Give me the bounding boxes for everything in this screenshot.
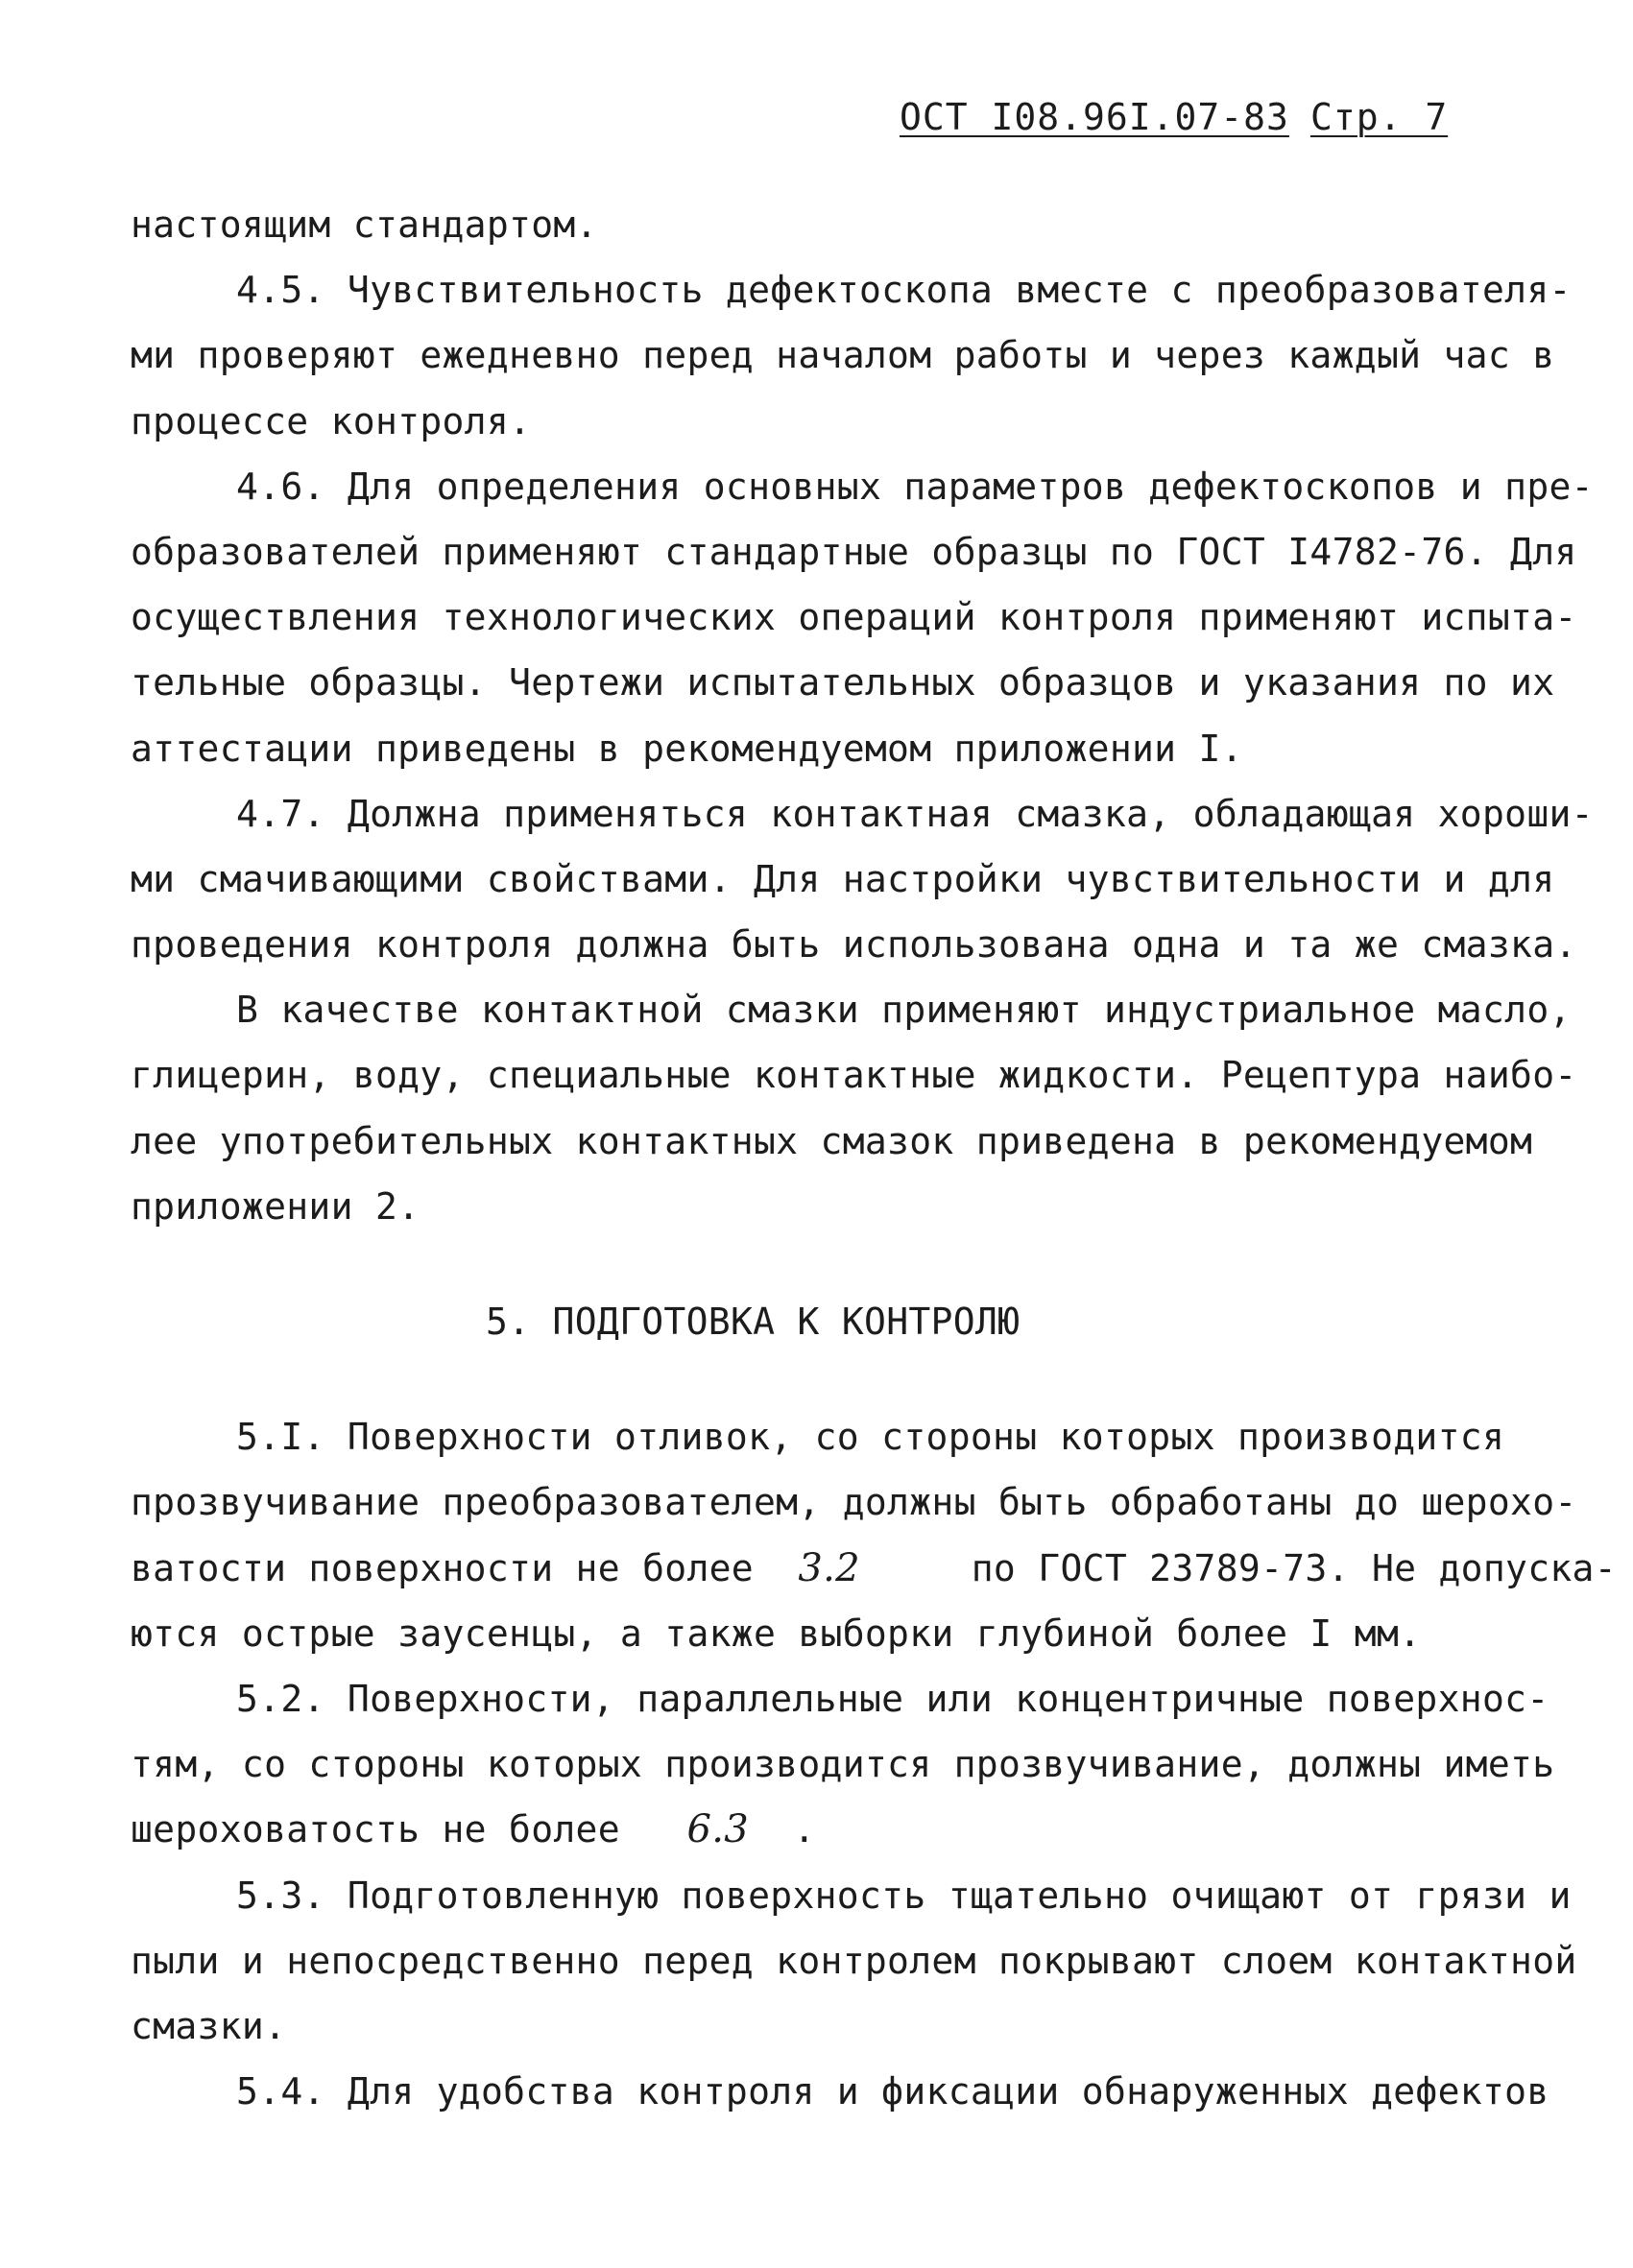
spacer xyxy=(131,1354,1513,1404)
text-line: тям, со стороны которых производится прозвучивание, должны иметь xyxy=(131,1743,1555,1786)
text-line: настоящим стандартом. xyxy=(131,203,598,246)
text-line: процессе контроля. xyxy=(131,399,532,442)
clause-4-6: 4.6. Для определения основных параметров дефектоскопов и пре- xyxy=(236,465,1594,508)
text-line: приложении 2. xyxy=(131,1184,420,1228)
text-line: смазки. xyxy=(131,2004,287,2047)
text-fragment: по ГОСТ 23789-73. Не допуска- xyxy=(971,1546,1617,1589)
text-line: ются острые заусенцы, а также выборки глубиной более I мм. xyxy=(131,1611,1422,1655)
handwritten-roughness-value: 3.2 xyxy=(798,1545,860,1590)
text-line: ми проверяют ежедневно перед началом работы и через каждый час в xyxy=(131,334,1555,377)
text-fragment: . xyxy=(793,1808,816,1851)
document-code: ОСТ I08.96I.07-83 xyxy=(900,96,1289,138)
text-line: осуществления технологических операций контроля применяют испыта- xyxy=(131,596,1577,639)
text-fragment: шероховатость не более xyxy=(131,1808,620,1851)
page-number: Стр. 7 xyxy=(1309,96,1449,138)
text-line: лее употребительных контактных смазок приведена в рекомендуемом xyxy=(131,1119,1533,1162)
text-line: прозвучивание преобразователем, должны быть обработаны до шерохо- xyxy=(131,1481,1577,1524)
text-line xyxy=(131,1536,1617,1601)
text-line: образователей применяют стандартные образцы по ГОСТ I4782-76. Для xyxy=(131,530,1577,573)
document-body xyxy=(131,192,1617,2124)
clause-4-7: 4.7. Должна применяться контактная смазка, обладающая хороши- xyxy=(236,792,1594,835)
spacer xyxy=(131,1239,1513,1289)
clause-5-1: 5.I. Поверхности отливок, со стороны которых производится xyxy=(236,1416,1505,1459)
text-line: проведения контроля должна быть использована одна и та же смазка. xyxy=(131,923,1577,967)
section-heading: 5. ПОДГОТОВКА К КОНТРОЛЮ xyxy=(486,1301,1021,1343)
text-line: пыли и непосредственно перед контролем покрывают слоем контактной xyxy=(131,1939,1577,1982)
text-line: аттестации приведены в рекомендуемом приложении I. xyxy=(131,727,1243,770)
page-header xyxy=(900,96,1449,138)
paragraph-start: В качестве контактной смазки применяют индустриальное масло, xyxy=(236,989,1572,1032)
clause-5-3: 5.3. Подготовленную поверхность тщательно очищают от грязи и xyxy=(236,1874,1572,1917)
clause-4-5: 4.5. Чувствительность дефектоскопа вместе с преобразователя- xyxy=(236,269,1572,312)
text-line: глицерин, воду, специальные контактные жидкости. Рецептура наибо- xyxy=(131,1054,1577,1097)
clause-5-4: 5.4. Для удобства контроля и фиксации обнаруженных дефектов xyxy=(236,2070,1549,2113)
text-line: тельные образцы. Чертежи испытательных образцов и указания по их xyxy=(131,661,1555,704)
text-line: ми смачивающими свойствами. Для настройки чувствительности и для xyxy=(131,857,1555,900)
clause-5-2: 5.2. Поверхности, параллельные или концентричные поверхнос- xyxy=(236,1677,1549,1720)
handwritten-roughness-value: 6.3 xyxy=(686,1807,749,1852)
text-fragment: ватости поверхности не более xyxy=(131,1546,754,1589)
text-line xyxy=(131,1797,1513,1862)
